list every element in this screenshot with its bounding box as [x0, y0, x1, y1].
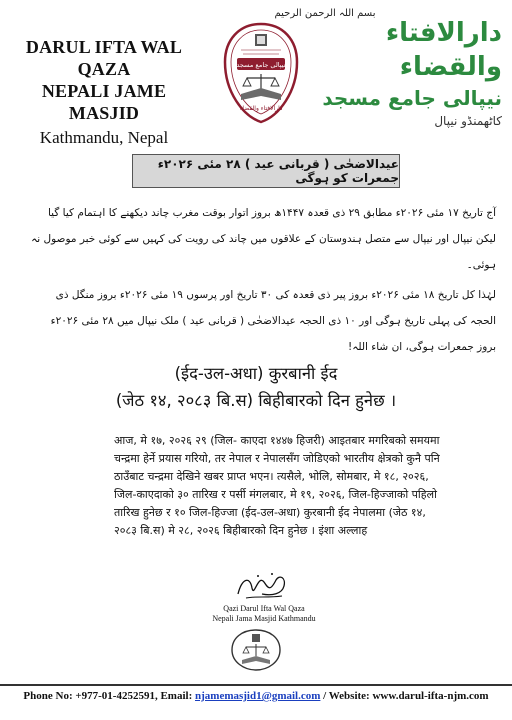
- signature-image: [232, 568, 292, 604]
- masjid-name-en: NEPALI JAME MASJID: [41, 81, 167, 123]
- org-name-ur: دارالافتاء والقضاء: [385, 18, 502, 82]
- footer-phone: Phone No: +977-01-4252591,: [23, 690, 158, 702]
- masjid-name-ur: نیپالی جامع مسجد: [322, 86, 502, 110]
- signatory-org: Nepali Jama Masjid Kathmandu: [212, 614, 316, 623]
- org-name-en: DARUL IFTA WAL QAZA: [25, 37, 183, 79]
- footer-email-link[interactable]: njamemasjid1@gmail.com: [195, 690, 321, 702]
- footer-contact: [0, 688, 512, 704]
- logo-inner-text: نیپالی جامع مسجد: [236, 61, 286, 69]
- logo-bottom-text: دارالافتاء والقضاء: [239, 105, 283, 112]
- urdu-paragraph-1: آج تاریخ ۱۷ مئی ۲۰۲۶ء مطابق ۲۹ ذی قعدہ ۱۴۴۷ھ بروز اتوار بوقت مغرب چاند دیکھنے کا اہتمام کیا گیا لیکن نیپال اور نیپال سے متصل ہندوستان کے علاقوں میں چاند کی رویت کی کہیں سے کوئی خبر موصول نہ ہوئی۔: [31, 207, 496, 271]
- nepali-heading-line-1: (ईद-उल-अधा) कुरबानी ईद: [174, 364, 338, 383]
- footer-divider: [0, 684, 512, 686]
- bismillah-text: بسم اللہ الرحمن الرحیم: [274, 8, 376, 19]
- footer-website[interactable]: / Website: www.darul-ifta-njm.com: [323, 690, 489, 702]
- nepali-body-text: आज, मे १७, २०२६ २९ (जिल- काएदा १४४७ हिजरी) आइतबार मगरिबको समयमा चन्द्रमा हेर्ने प्रयास गरियो, तर नेपाल र नेपालसँग जोडिएको भारतीय क्षेत्रको कुनै पनि ठाउँबाट चन्द्रमा देखिने खबर प्राप्त भएन। त्यसैले, भोलि, सोमबार, मे १८, २०२६, जिल-काएदाको ३० तारिख र पर्सी मंगलबार, मे १९, २०२६, जिल-हिज्जाको पहिलो तारिख हुनेछ र १० जिल-हिज्जा (ईद-उल-अधा) कुरबानी ईद नेपालमा (जेठ १४, २०८३ बि.स) मे २८, २०२६ बिहीबारको दिन हुनेछ । इंशा अल्लाह: [114, 434, 440, 537]
- urdu-letterhead: [312, 16, 502, 130]
- urdu-paragraph-2: لہٰذا کل تاریخ ۱۸ مئی ۲۰۲۶ء بروز پیر ذی قعدہ کی ۳۰ تاریخ اور پرسوں ۱۹ مئی ۲۰۲۶ء بروز منگل ذی الحجہ کی پہلی تاریخ ہوگی اور ۱۰ ذی الحجہ عیدالاضحٰی ( قربانی عید ) ملک نیپال میں ۲۸ مئی ۲۰۲۶ء بروز جمعرات ہوگی، ان شاء اللہ!: [50, 289, 496, 353]
- location-en: Kathmandu, Nepal: [39, 128, 169, 147]
- notice-title-box: [132, 154, 400, 188]
- english-letterhead: [14, 36, 194, 150]
- notice-title: عیدالاضحٰی ( قربانی عید ) ۲۸ مئی ۲۰۲۶ء جمعرات کو ہوگی: [157, 157, 399, 185]
- organization-logo: [221, 22, 301, 124]
- footer-email-label: Email:: [160, 690, 193, 702]
- letterhead: [0, 0, 512, 147]
- signatory-name: [156, 604, 372, 624]
- signatory-title: Qazi Darul Ifta Wal Qaza: [223, 604, 305, 613]
- nepali-heading: [30, 360, 482, 414]
- nepali-heading-line-2: (जेठ १४, २०८३ बि.स) बिहीबारको दिन हुनेछ ।: [115, 391, 397, 410]
- location-ur: کاٹھمنڈو نیپال: [434, 114, 502, 128]
- stamp-logo: [228, 628, 284, 672]
